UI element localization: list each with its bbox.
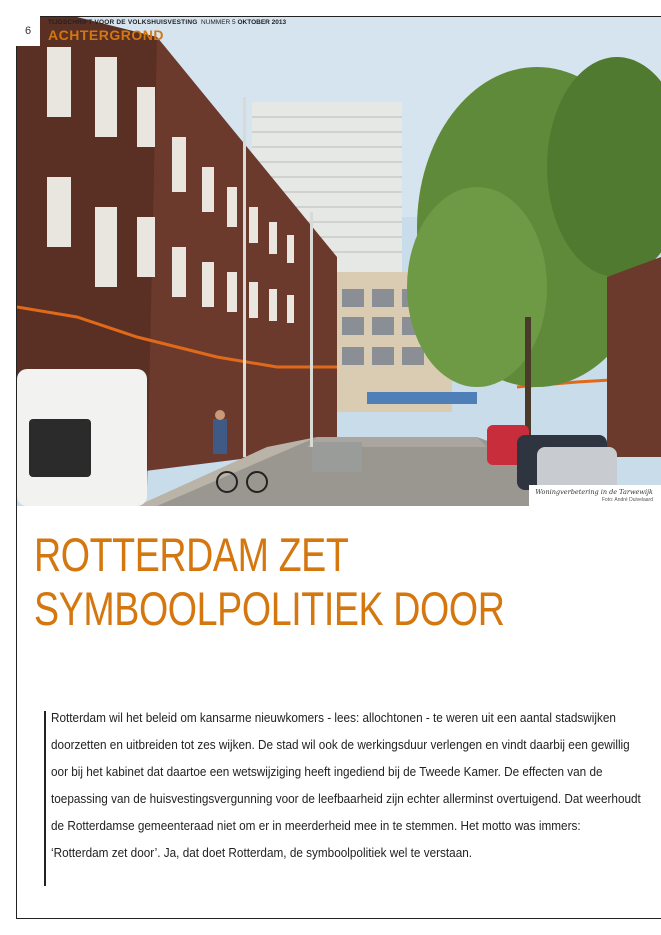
- article-title: [34, 528, 642, 636]
- intro-rule: [44, 711, 46, 886]
- running-header: [16, 16, 661, 46]
- issue-date: OKTOBER 2013: [237, 19, 287, 26]
- article-title-line-2: SYMBOOLPOLITIEK DOOR: [34, 582, 505, 635]
- page-frame-bottom: [16, 918, 661, 919]
- photo-caption-box: [529, 485, 661, 506]
- article-title-line-1: ROTTERDAM ZET: [34, 528, 349, 581]
- issue-number: NUMMER 5: [201, 19, 236, 26]
- section-label: ACHTERGROND: [48, 27, 164, 43]
- journal-title: TIJDSCHRIFT VOOR DE VOLKSHUISVESTING: [48, 19, 198, 26]
- photo-credit: Foto: André Duivelaard: [601, 497, 653, 503]
- issue-info: [201, 19, 286, 26]
- photo-caption: Woningverbetering in de Tarwewijk: [535, 488, 653, 496]
- page-number: 6: [16, 16, 40, 46]
- article-intro: Rotterdam wil het beleid om kansarme nieuwkomers - lees: allochtonen - te weren uit een aantal stadswijken doorzetten en uitbreiden tot zes wijken. De stad wil ook de werkingsduur verlengen en vindt daarbij een gewillig oor bij het kabinet dat daartoe een wetswijziging heeft ingediend bij de Tweede Kamer. De effecten van de toepassing van de huisvestingsvergunning voor de leefbaarheid zijn echter allerminst overtuigend. Dat weerhoudt de Rotterdamse gemeenteraad niet om er in meerderheid mee in te stemmen. Het motto was immers: ‘Rotterdam zet door’. Ja, dat doet Rotterdam, de symboolpolitiek wel te verstaan.: [51, 711, 641, 860]
- street-photo: [17, 17, 661, 506]
